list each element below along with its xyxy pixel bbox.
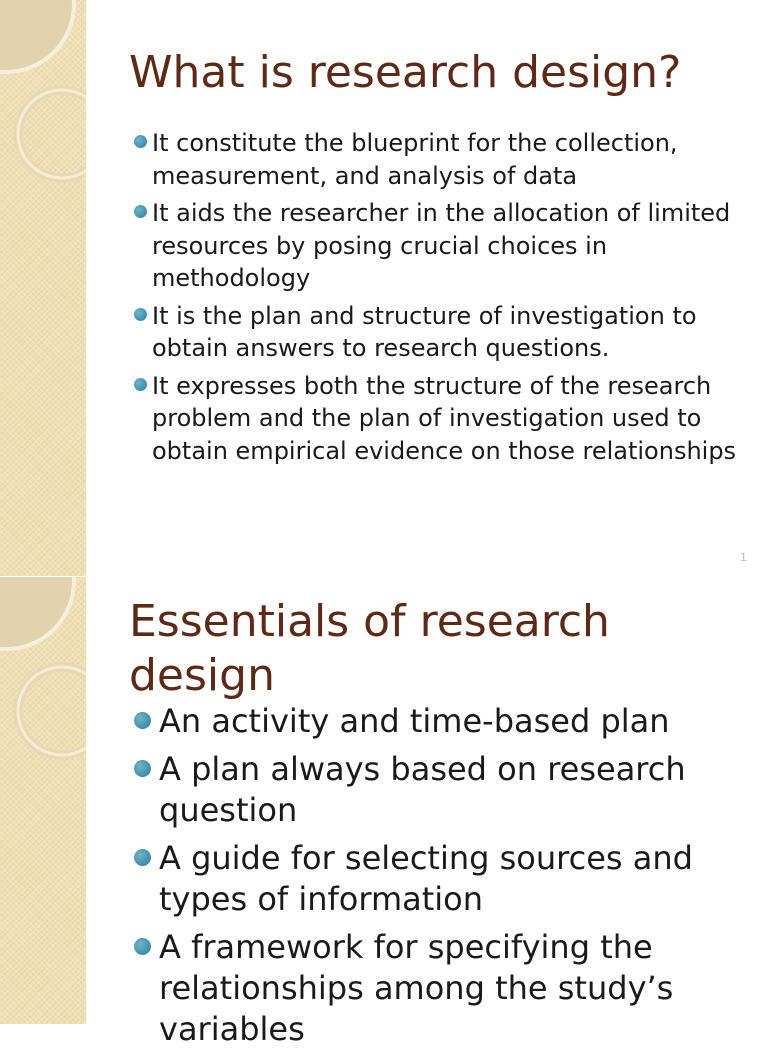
- list-item: [134, 701, 754, 742]
- list-item: [134, 127, 754, 192]
- bullet-text: It constitute the blueprint for the collection, measurement, and analysis of data: [152, 129, 678, 190]
- slide-1-title: What is research design?: [129, 47, 682, 98]
- list-item: [134, 197, 754, 295]
- decorative-circles-icon: [0, 577, 86, 1024]
- bullet-text: It aids the researcher in the allocation of limited resources by posing crucial choices in methodology: [152, 199, 731, 292]
- bullet-dot-icon: [134, 760, 151, 777]
- bullet-dot-icon: [134, 378, 147, 391]
- list-item: [134, 300, 754, 365]
- slide-2-bullet-list: [134, 701, 754, 1057]
- list-item: [134, 838, 754, 920]
- slide-1-bullet-list: [134, 127, 754, 472]
- bullet-dot-icon: [134, 712, 151, 729]
- bullet-dot-icon: [134, 938, 151, 955]
- bullet-dot-icon: [134, 205, 147, 218]
- list-item: [134, 370, 754, 468]
- bullet-text: It expresses both the structure of the research problem and the plan of investigation used to obtain empirical evidence on those relationships: [152, 371, 737, 465]
- bullet-text: A guide for selecting sources and types of information: [159, 839, 693, 918]
- bullet-text: It is the plan and structure of investigation to obtain answers to research questions.: [152, 301, 697, 362]
- list-item: [134, 927, 754, 1050]
- decorative-side-band: [0, 577, 86, 1024]
- page-number: 1: [740, 551, 747, 564]
- decorative-side-band: [0, 0, 86, 576]
- bullet-text: A plan always based on research question: [159, 750, 686, 829]
- slide-2-title: Essentials of research design: [129, 596, 610, 701]
- bullet-dot-icon: [134, 849, 151, 866]
- decorative-circles-icon: [0, 0, 86, 576]
- bullet-text: A framework for specifying the relationships among the study’s variables: [159, 928, 674, 1048]
- bullet-dot-icon: [134, 308, 147, 321]
- list-item: [134, 749, 754, 831]
- bullet-dot-icon: [134, 135, 147, 148]
- bullet-text: An activity and time-based plan: [159, 702, 670, 740]
